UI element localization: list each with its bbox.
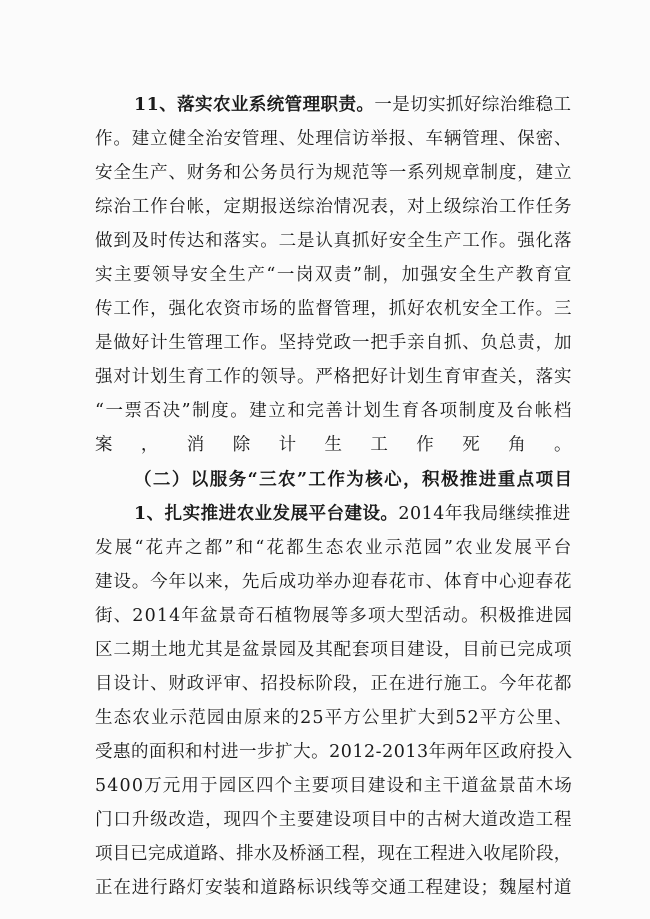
paragraph-line: 街、2014年盆景奇石植物展等多项大型活动。积极推进园: [95, 606, 573, 626]
paragraph-line: 安全生产、财务和公务员行为规范等一系列规章制度，建立: [95, 163, 573, 183]
paragraph-line: 是做好计生管理工作。坚持党政一把手亲自抓、负总责，加: [95, 333, 573, 353]
paragraph-line: “一票否决”制度。建立和完善计划生育各项制度及台帐档: [95, 401, 573, 421]
paragraph-line: 目设计、财政评审、招投标阶段，正在进行施工。今年花都: [95, 674, 573, 694]
paragraph-line: [134, 506, 571, 524]
paragraph-line: 强对计划生育工作的领导。严格把好计划生育审查关，落实: [95, 367, 573, 387]
section-heading: （二）以服务“三农”工作为核心，积极推进重点项目: [134, 470, 574, 490]
paragraph-line: 传工作，强化农资市场的监督管理，抓好农机安全工作。三: [95, 299, 573, 319]
section-11-text: 一是切实抓好综治维稳工: [374, 95, 572, 115]
paragraph-line: 作。建立健全治安管理、处理信访举报、车辆管理、保密、: [95, 129, 573, 149]
paragraph-line: 实主要领导安全生产“一岗双责”制，加强安全生产教育宣: [95, 265, 573, 285]
paragraph-line: 做到及时传达和落实。二是认真抓好安全生产工作。强化落: [95, 231, 573, 251]
item-1-title: 1、扎实推进农业发展平台建设。: [134, 504, 399, 524]
paragraph-line: 建设。今年以来，先后成功举办迎春花市、体育中心迎春花: [95, 572, 573, 592]
paragraph-line: 门口升级改造，现四个主要建设项目中的古树大道改造工程: [95, 810, 573, 830]
section-11-title: 11、落实农业系统管理职责。: [134, 95, 375, 115]
paragraph-line: 受惠的面积和村进一步扩大。2012-2013年两年区政府投入: [95, 742, 573, 762]
item-1-text: 2014年我局继续推进: [398, 504, 571, 524]
paragraph-line: 案，消除计生工作死角。: [95, 435, 600, 455]
paragraph-line: 生态农业示范园由原来的25平方公里扩大到52平方公里、: [95, 708, 573, 728]
paragraph-line: 区二期土地尤其是盆景园及其配套项目建设，目前已完成项: [95, 640, 573, 660]
paragraph-line: 正在进行路灯安装和道路标识线等交通工程建设；魏屋村道: [95, 878, 573, 898]
paragraph-line: 发展“花卉之都”和“花都生态农业示范园”农业发展平台: [95, 538, 574, 558]
paragraph-line: 5400万元用于园区四个主要项目建设和主干道盆景苗木场: [95, 776, 573, 796]
paragraph-line: 项目已完成道路、排水及桥涵工程，现在工程进入收尾阶段，: [95, 844, 572, 864]
paragraph-line: 综治工作台帐，定期报送综治情况表，对上级综治工作任务: [95, 197, 573, 217]
paragraph-line: [134, 97, 572, 115]
